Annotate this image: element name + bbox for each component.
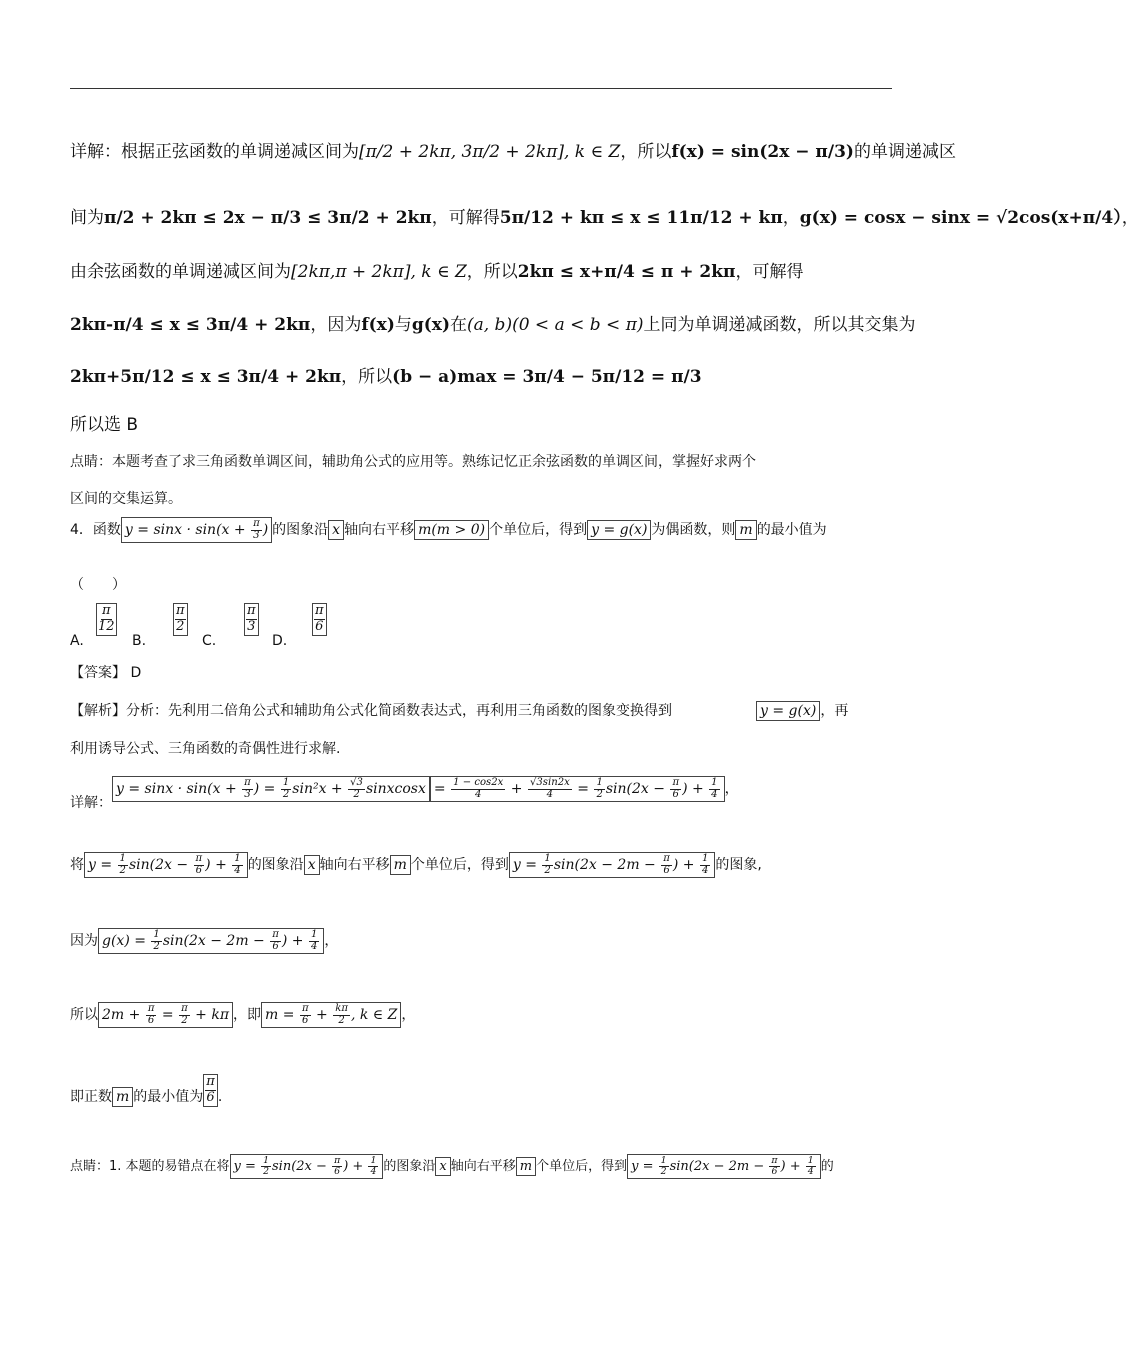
detail-line-3 bbox=[70, 257, 803, 282]
formula: f(x) bbox=[361, 315, 395, 335]
text: 的单调递减区 bbox=[853, 142, 956, 162]
text: 个单位后，得到 bbox=[410, 857, 509, 874]
text: ， bbox=[1121, 208, 1139, 228]
because-line bbox=[70, 928, 338, 954]
text: 的图象沿 bbox=[247, 857, 304, 874]
text: ，可解得 bbox=[431, 208, 500, 228]
question-4-paren: （ ） bbox=[70, 577, 126, 593]
detail-eq-line bbox=[70, 776, 739, 812]
option-fraction: π 2 bbox=[173, 603, 188, 636]
f1-formula: y = $\frac{1}{2}$ sin(2x − $\frac{\pi}{6}$ ) + $\frac{1}{4}$ bbox=[230, 1154, 384, 1179]
text: 轴向右平移 bbox=[450, 1158, 516, 1174]
text: 的最小值为 bbox=[133, 1088, 204, 1105]
text: 为偶函数，则 bbox=[651, 522, 736, 539]
text: ，即 bbox=[233, 1007, 262, 1024]
option-label: C. bbox=[202, 633, 217, 649]
eq-box-2: = $\frac{1 - \cos 2x}{4}$ + $\frac{√3\sin 2x}{4}$ = $\frac{1}{2}$ sin(2x − $\frac{\pi}{6}$ ) + $\frac{1}{4}$ bbox=[430, 776, 725, 802]
text: 详解： bbox=[70, 795, 112, 812]
option-label: D. bbox=[272, 633, 288, 649]
text: ，再 bbox=[820, 703, 849, 719]
formula: g(x) bbox=[411, 315, 450, 335]
text: 上同为单调递减函数，所以其交集为 bbox=[643, 315, 916, 335]
formula: (b − a)max = 3π/4 − 5π/12 = π/3 bbox=[392, 367, 702, 387]
text: 个单位后，得到 bbox=[536, 1158, 628, 1174]
question-4-line bbox=[70, 517, 827, 543]
text: 【解析】分析：先利用二倍角公式和辅助角公式化简函数表达式，再利用三角函数的图象变换得到 bbox=[70, 703, 672, 719]
text: ， bbox=[401, 1007, 416, 1024]
formula: [π/2 + 2kπ, 3π/2 + 2kπ], k ∈ Z bbox=[359, 142, 621, 162]
text: ，所以 bbox=[341, 367, 393, 387]
formula: f(x) = sin(2x − π/3) bbox=[671, 142, 854, 162]
dianjing-line-1: 点睛：本题考查了求三角函数单调区间，辅助角公式的应用等。熟练记忆正余弦函数的单调区间，掌握好求两个 bbox=[70, 454, 756, 470]
formula: [2kπ,π + 2kπ], k ∈ Z bbox=[291, 262, 467, 282]
dianjing-2-line bbox=[70, 1154, 834, 1179]
text: 与 bbox=[394, 315, 412, 335]
header-rule bbox=[70, 88, 892, 89]
text: 在 bbox=[449, 315, 467, 335]
dianjing-line-2: 区间的交集运算。 bbox=[70, 491, 182, 507]
text: 间为 bbox=[70, 208, 104, 228]
formula: 2kπ+5π/12 ≤ x ≤ 3π/4 + 2kπ bbox=[70, 367, 342, 387]
detail-line-1 bbox=[70, 137, 956, 162]
equation-1: 2m + $\frac{\pi}{6}$ = $\frac{\pi}{2}$ + kπ bbox=[98, 1002, 233, 1028]
formula: (a, b)(0 < a < b < π) bbox=[466, 315, 644, 335]
m-variable: m bbox=[516, 1157, 536, 1176]
detail-line-2 bbox=[70, 203, 1139, 228]
formula: 2kπ-π/4 ≤ x ≤ 3π/4 + 2kπ bbox=[70, 315, 311, 335]
detail-line-5 bbox=[70, 362, 702, 387]
text: 的图象沿 bbox=[383, 1158, 436, 1174]
so-line bbox=[70, 1002, 415, 1028]
function-formula: y = sinx · sin(x + $\frac{\pi}{3}$ ) bbox=[121, 517, 272, 543]
text: 的 bbox=[820, 1158, 834, 1174]
text: 点睛：1. 本题的易错点在将 bbox=[70, 1158, 230, 1174]
text: 所以选 B bbox=[70, 415, 139, 435]
text: ，因为 bbox=[310, 315, 362, 335]
text: 因为 bbox=[70, 933, 98, 950]
formula: g(x) = cosx − sinx = √2cos(x+π/4） bbox=[799, 208, 1122, 228]
text: ，所以 bbox=[466, 262, 518, 282]
m-condition: m(m > 0) bbox=[414, 520, 489, 540]
min-value-line bbox=[70, 1074, 222, 1107]
g-function: y = g(x) bbox=[587, 520, 651, 540]
formula: π/2 + 2kπ ≤ 2x − π/3 ≤ 3π/2 + 2kπ bbox=[104, 208, 432, 228]
answer-choice-line bbox=[70, 410, 138, 435]
text: 个单位后，得到 bbox=[489, 522, 588, 539]
analysis-line-1 bbox=[70, 700, 848, 721]
m-variable: m bbox=[112, 1087, 133, 1107]
m-variable: m bbox=[735, 520, 756, 540]
f2-formula: y = $\frac{1}{2}$ sin(2x − 2m − $\frac{\pi}{6}$ ) + $\frac{1}{4}$ bbox=[627, 1154, 821, 1179]
x-variable: x bbox=[328, 520, 344, 540]
option-fraction: π 6 bbox=[312, 603, 327, 636]
text: 所以 bbox=[70, 1007, 98, 1024]
x-variable: x bbox=[304, 855, 320, 875]
text: 的图象, bbox=[715, 857, 762, 874]
analysis-line-2: 利用诱导公式、三角函数的奇偶性进行求解. bbox=[70, 741, 341, 757]
min-value-fraction: $\frac{\pi}{6}$ bbox=[203, 1074, 218, 1107]
option-fraction: π 3 bbox=[244, 603, 259, 636]
detail-line-4 bbox=[70, 310, 916, 335]
x-variable: x bbox=[435, 1157, 450, 1176]
text: 详解：根据正弦函数的单调递减区间为 bbox=[70, 142, 359, 162]
formula: 5π/12 + kπ ≤ x ≤ 11π/12 + kπ bbox=[499, 208, 783, 228]
option-label: B. bbox=[132, 633, 147, 649]
g-formula: g(x) = $\frac{1}{2}$ sin(2x − 2m − $\frac{\pi}{6}$ ) + $\frac{1}{4}$ bbox=[98, 928, 324, 954]
text: 由余弦函数的单调递减区间为 bbox=[70, 262, 291, 282]
m-variable: m bbox=[390, 855, 411, 875]
text: 的最小值为 bbox=[756, 522, 827, 539]
equation-2: m = $\frac{\pi}{6}$ + $\frac{k\pi}{2}$ , k ∈ Z bbox=[261, 1002, 401, 1028]
eq-box-1: y = sinx · sin(x + $\frac{\pi}{3}$ ) = $\frac{1}{2}$ sin²x + $\frac{√3}{2}$ sinxcosx bbox=[112, 776, 430, 802]
text: 即正数 bbox=[70, 1088, 112, 1105]
formula: 2kπ ≤ x+π/4 ≤ π + 2kπ bbox=[517, 262, 736, 282]
f2-formula: y = $\frac{1}{2}$ sin(2x − 2m − $\frac{\pi}{6}$ ) + $\frac{1}{4}$ bbox=[509, 852, 716, 878]
shift-line bbox=[70, 852, 762, 878]
text: ， bbox=[324, 933, 339, 950]
text: . bbox=[217, 1088, 223, 1105]
text: ，可解得 bbox=[735, 262, 804, 282]
text: ， bbox=[724, 781, 739, 798]
text: 将 bbox=[70, 857, 84, 874]
question-number: 4．函数 bbox=[70, 522, 121, 539]
f1-formula: y = $\frac{1}{2}$ sin(2x − $\frac{\pi}{6}$ ) + $\frac{1}{4}$ bbox=[84, 852, 248, 878]
g-function: y = g(x) bbox=[756, 701, 820, 721]
text: 轴向右平移 bbox=[344, 522, 415, 539]
text: ，所以 bbox=[620, 142, 672, 162]
text: 轴向右平移 bbox=[319, 857, 390, 874]
option-label: A. bbox=[70, 633, 84, 649]
text: 的图象沿 bbox=[272, 522, 329, 539]
text: ， bbox=[782, 208, 800, 228]
option-fraction: π 12 bbox=[98, 603, 115, 634]
answer-line: 【答案】 D bbox=[70, 665, 142, 681]
